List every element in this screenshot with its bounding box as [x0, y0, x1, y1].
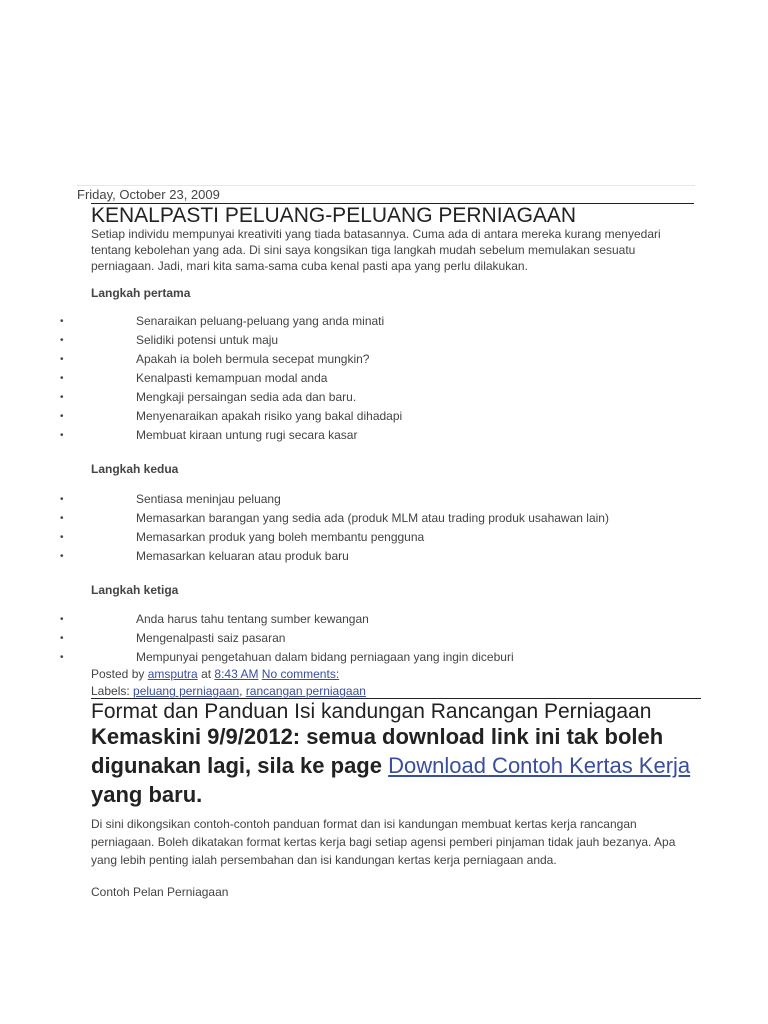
bullet-icon: •: [60, 513, 64, 524]
bullet-icon: •: [60, 494, 64, 505]
list-item-text: Selidiki potensi untuk maju: [136, 333, 279, 347]
step-list-2: [0, 490, 768, 566]
post-date: Friday, October 23, 2009: [77, 185, 695, 202]
list-item: [0, 648, 768, 667]
update-notice: [91, 722, 711, 809]
list-item: [0, 388, 768, 407]
post2-paragraph: Di sini dikongsikan contoh-contoh panduan format dan isi kandungan membuat kertas kerja rancangan perniagaan. Boleh dikatakan format kertas kerja bagi setiap agensi pemberi pinjaman tidak jauh bezanya. Apa yang lebih penting ialah persembahan dan isi kandungan kertas kerja perniagaan anda.: [91, 817, 676, 867]
list-item-text: Menyenaraikan apakah risiko yang bakal dihadapi: [136, 409, 403, 423]
post-labels: [91, 683, 366, 699]
post-footer-byline: [91, 666, 339, 682]
posted-by-label: Posted by: [91, 667, 148, 681]
step-list-3: [0, 610, 768, 667]
list-item: [0, 312, 768, 331]
list-item: [0, 490, 768, 509]
bullet-icon: •: [60, 633, 64, 644]
list-item: [0, 369, 768, 388]
bullet-icon: •: [60, 316, 64, 327]
bullet-icon: •: [60, 652, 64, 663]
list-item: [0, 610, 768, 629]
bullet-icon: •: [60, 411, 64, 422]
bullet-icon: •: [60, 551, 64, 562]
update-text: Kemaskini 9/9/2012: semua download link ini tak boleh digunakan lagi, sila ke page: [91, 724, 664, 778]
post-intro: Setiap individu mempunyai kreativiti yang tiada batasannya. Cuma ada di antara mereka kurang menyedari tentang kebolehan yang ada. Di sini saya kongsikan tiga langkah mudah sebelum memulakan sesuatu perniagaan. Jadi, mari kita sama-sama cuba kenal pasti apa yang perlu dilakukan.: [91, 227, 661, 273]
list-item: [0, 509, 768, 528]
step-heading-3: Langkah ketiga: [91, 583, 179, 597]
bullet-icon: •: [60, 614, 64, 625]
post2-subheading: Contoh Pelan Perniagaan: [91, 885, 229, 899]
update-suffix: yang baru.: [91, 782, 203, 807]
list-item-text: Anda harus tahu tentang sumber kewangan: [136, 612, 369, 626]
bullet-icon: •: [60, 335, 64, 346]
label-link-rancangan[interactable]: rancangan perniagaan: [245, 684, 366, 698]
bullet-icon: •: [60, 392, 64, 403]
bullet-icon: •: [60, 354, 64, 365]
author-link[interactable]: amsputra: [147, 667, 198, 681]
list-item: [0, 407, 768, 426]
post-time-link[interactable]: 8:43 AM: [214, 667, 259, 681]
list-item-text: Sentiasa meninjau peluang: [136, 492, 281, 506]
list-item: [0, 350, 768, 369]
list-item-text: Apakah ia boleh bermula secepat mungkin?: [136, 352, 370, 366]
list-item-text: Senaraikan peluang-peluang yang anda minati: [136, 314, 385, 328]
label-separator: ,: [239, 684, 246, 698]
list-item: [0, 331, 768, 350]
list-item-text: Mengkaji persaingan sedia ada dan baru.: [136, 390, 357, 404]
list-item: [0, 528, 768, 547]
label-link-peluang[interactable]: peluang perniagaan: [133, 684, 240, 698]
list-item-text: Mempunyai pengetahuan dalam bidang perniagaan yang ingin diceburi: [136, 650, 514, 664]
post-title[interactable]: KENALPASTI PELUANG-PELUANG PERNIAGAAN: [91, 203, 694, 228]
list-item-text: Mengenalpasti saiz pasaran: [136, 631, 286, 645]
list-item-text: Kenalpasti kemampuan modal anda: [136, 371, 328, 385]
at-label: at: [197, 667, 215, 681]
bullet-icon: •: [60, 373, 64, 384]
step-heading-2: Langkah kedua: [91, 462, 179, 476]
download-page-link[interactable]: Download Contoh Kertas Kerja: [388, 753, 691, 778]
comments-link[interactable]: No comments:: [261, 667, 340, 681]
list-item-text: Memasarkan keluaran atau produk baru: [136, 549, 349, 563]
list-item: [0, 547, 768, 566]
post-title-2[interactable]: Format dan Panduan Isi kandungan Rancangan Perniagaan: [91, 698, 701, 725]
step-list-1: [0, 312, 768, 445]
labels-prefix: Labels:: [91, 684, 134, 698]
list-item-text: Memasarkan produk yang boleh membantu pengguna: [136, 530, 425, 544]
list-item-text: Membuat kiraan untung rugi secara kasar: [136, 428, 358, 442]
list-item: [0, 629, 768, 648]
bullet-icon: •: [60, 430, 64, 441]
step-heading-1: Langkah pertama: [91, 286, 191, 300]
list-item-text: Memasarkan barangan yang sedia ada (produk MLM atau trading produk usahawan lain): [136, 511, 609, 525]
list-item: [0, 426, 768, 445]
bullet-icon: •: [60, 532, 64, 543]
